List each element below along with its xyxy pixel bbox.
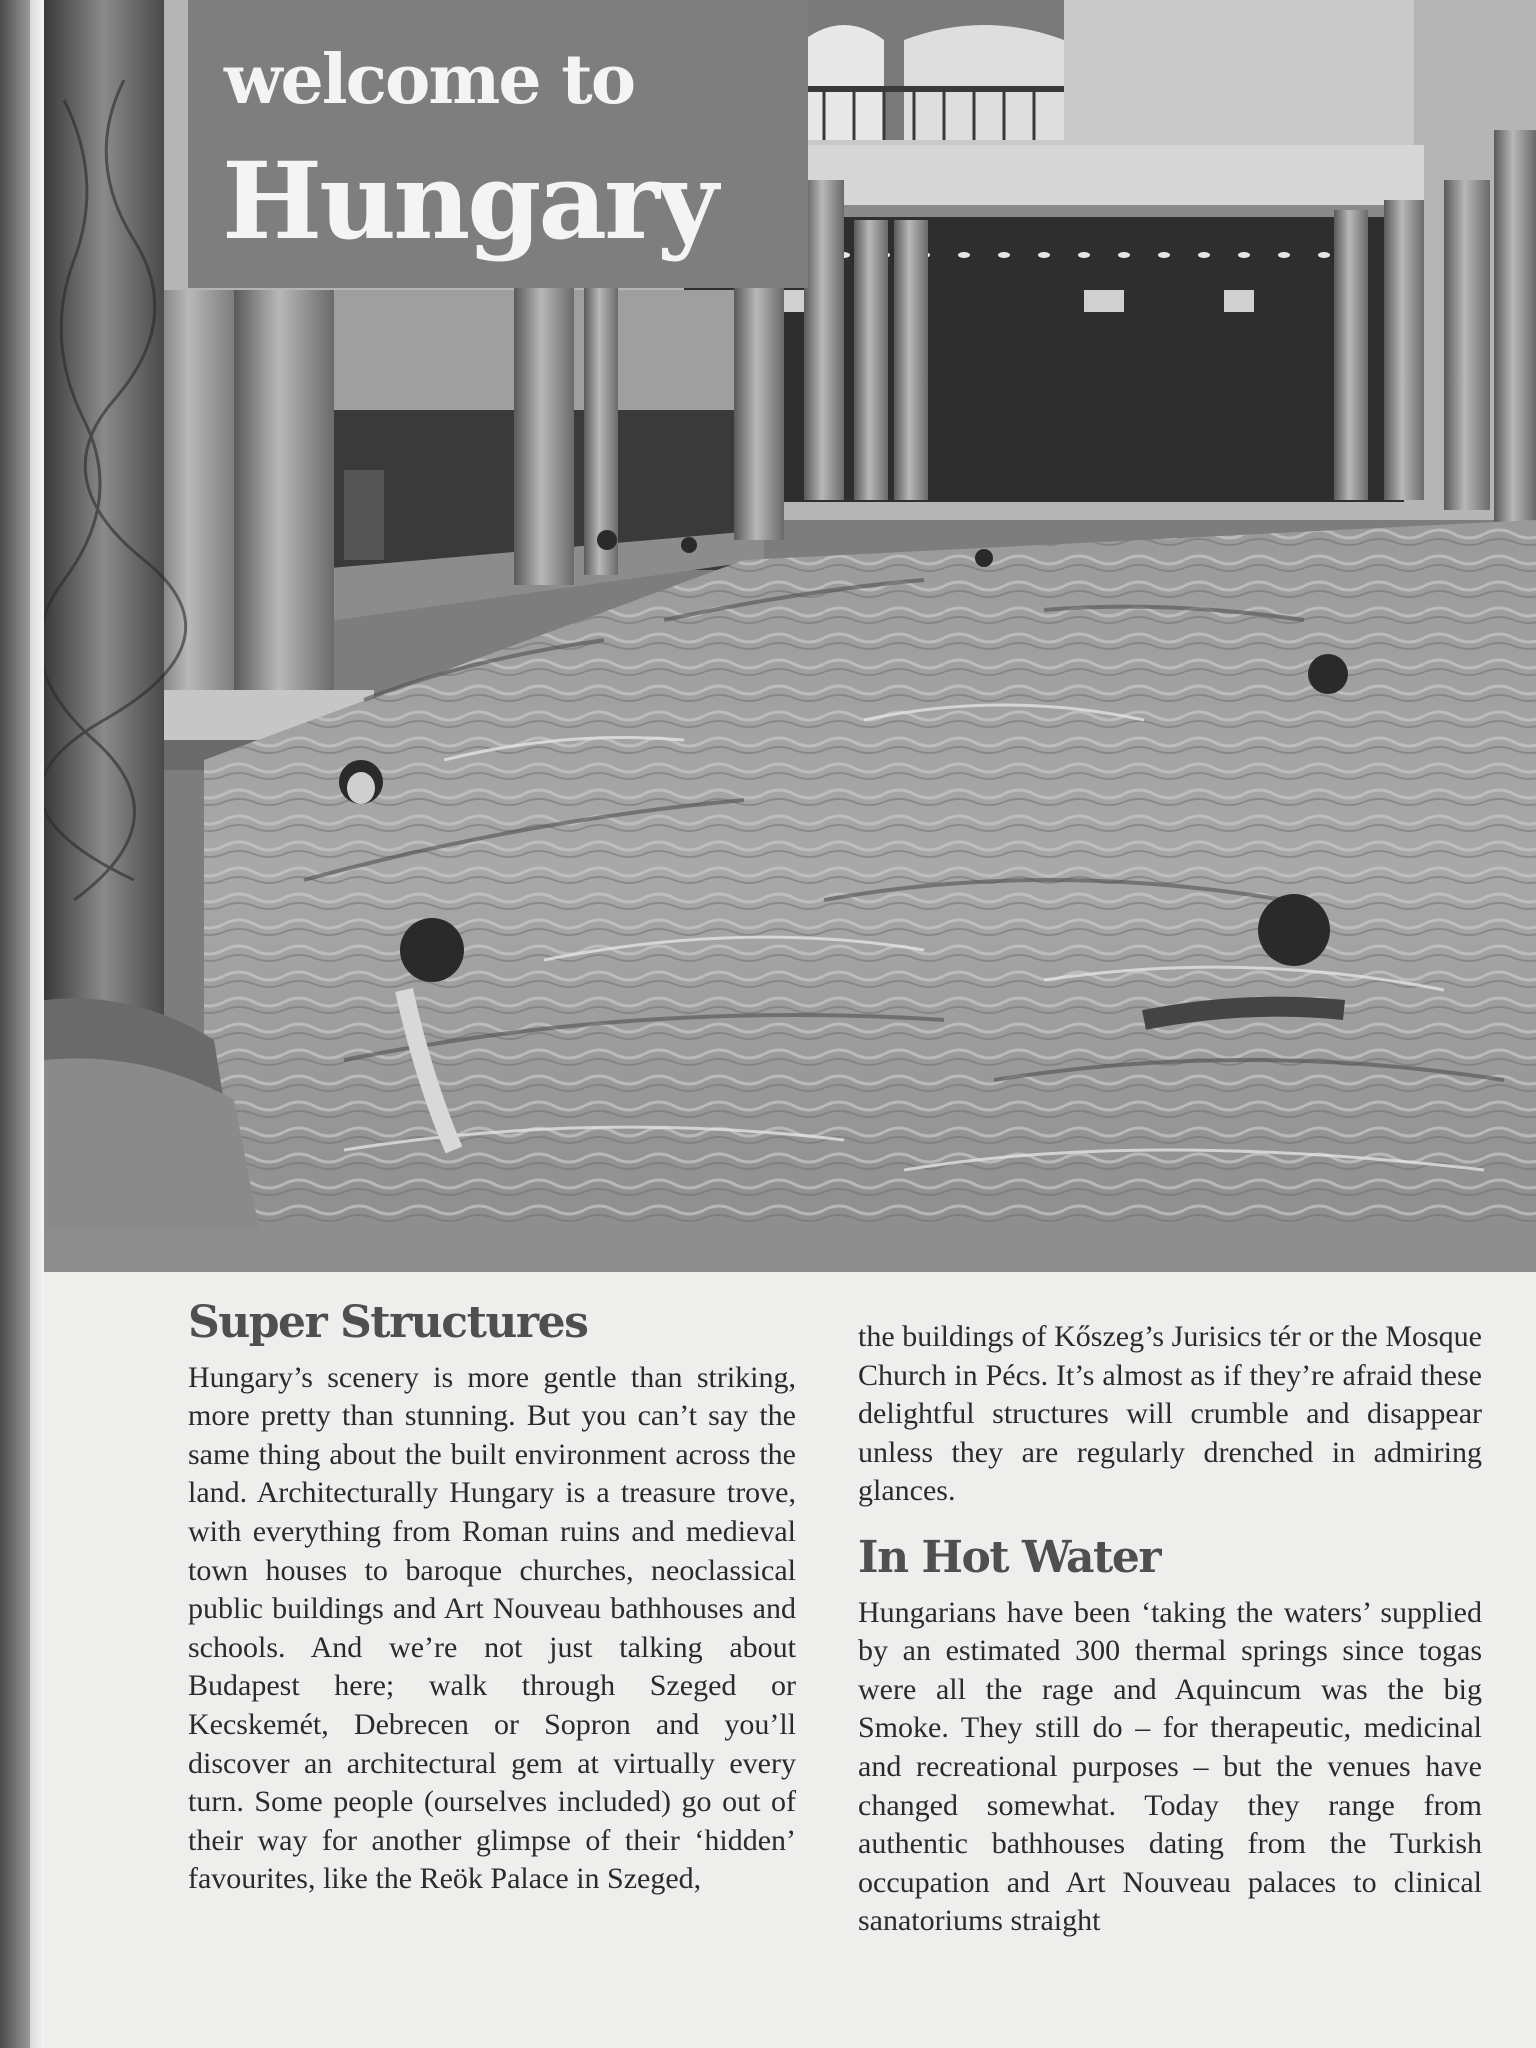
title-banner — [188, 0, 808, 288]
right-column — [858, 1318, 1482, 1941]
paragraph-in-hot-water: Hungarians have been ‘taking the waters’ supplied by an estimated 300 thermal springs since togas were all the rage and Aquincum was the big Smoke. They still do – for therapeutic, medicinal and recreational purposes – but the venues have changed somewhat. Today they range from authentic bathhouses dating from the Turkish occupation and Art Nouveau palaces to clinical sanatoriums straight — [858, 1595, 1482, 1938]
paragraph-continuation: the buildings of Kőszeg’s Jurisics tér or the Mosque Church in Pécs. It’s almost as if they’re afraid these delightful structures will crumble and disappear unless they are regularly drenched in admiring glances. — [858, 1320, 1482, 1508]
left-column — [188, 1298, 796, 1899]
page-edge — [30, 0, 44, 2048]
photo-caption-band — [44, 1228, 1536, 1272]
book-spine — [0, 0, 30, 2048]
heading-in-hot-water: In Hot Water — [858, 1531, 1161, 1583]
title-hungary: Hungary — [222, 138, 716, 263]
heading-super-structures: Super Structures — [188, 1297, 588, 1348]
paragraph-super-structures: Hungary’s scenery is more gentle than striking, more pretty than stunning. But you can’t say the same thing about the built environment across the land. Architecturally Hungary is a treasure trove, with everything from Roman ruins and medieval town houses to baroque churches, neoclassical public buildings and Art Nouveau bathhouses and schools. And we’re not just talking about Budapest here; walk through Szeged or Kecskemét, Debrecen or Sopron and you’ll discover an architectural gem at virtually every turn. Some people (ourselves included) go out of their way for another glimpse of their ‘hidden’ favourites, like the Reök Palace in Szeged, — [188, 1360, 796, 1896]
title-welcome-to: welcome to — [224, 40, 635, 120]
